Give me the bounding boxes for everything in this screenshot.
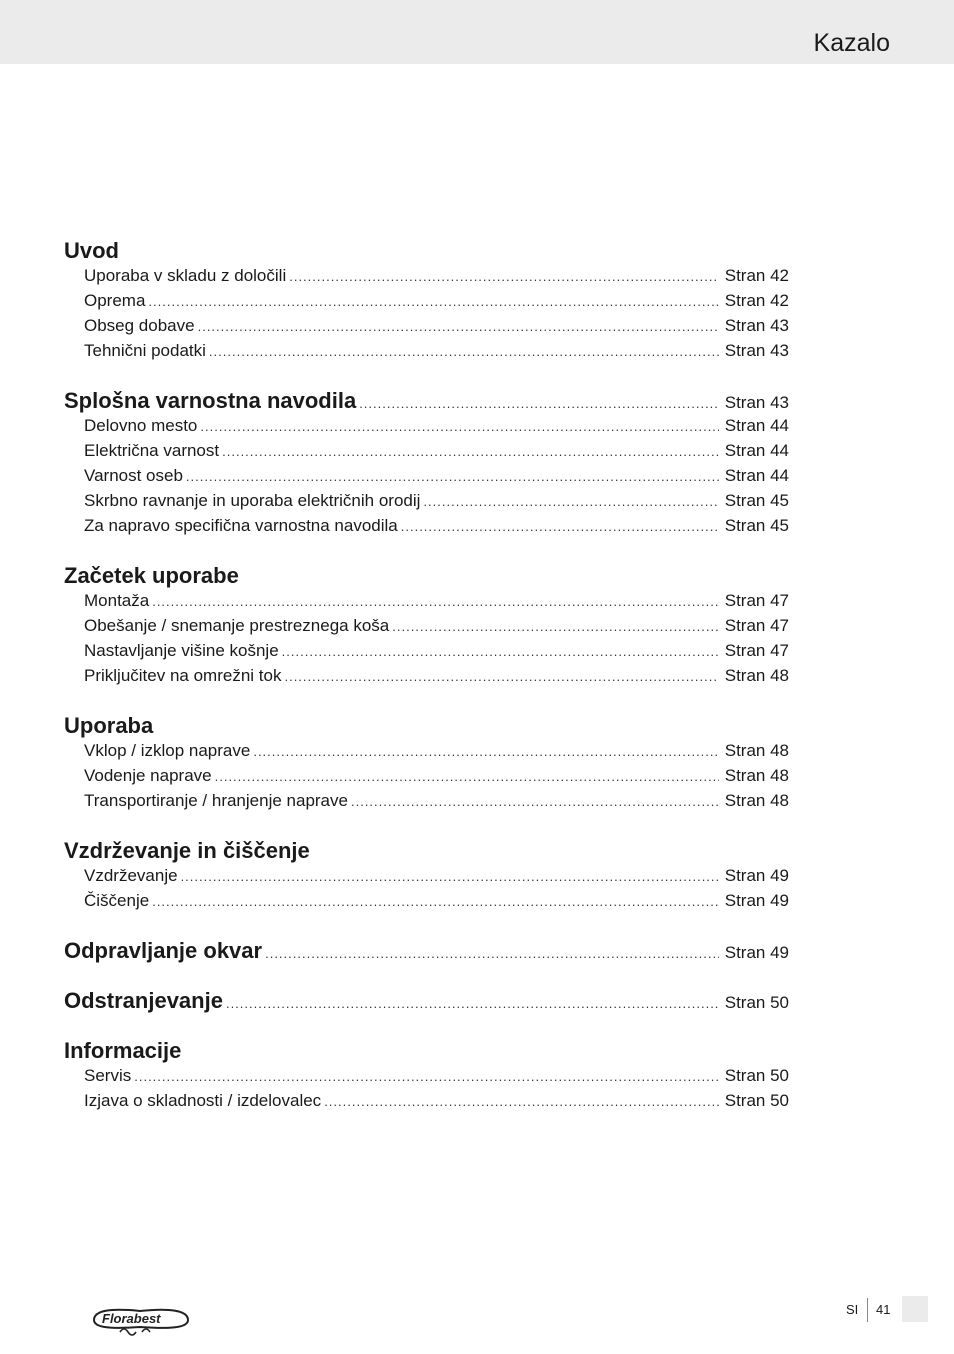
section-title: Odpravljanje okvar — [64, 938, 263, 963]
toc-section-heading[interactable] — [64, 988, 789, 1013]
entry-label: Vodenje naprave — [84, 766, 212, 785]
page-reference: Stran 50 — [724, 993, 789, 1012]
toc-section — [64, 1038, 789, 1113]
page-reference: Stran 50 — [724, 1091, 789, 1110]
entry-label: Obešanje / snemanje prestreznega koša — [84, 616, 390, 635]
page-reference: Stran 49 — [724, 866, 789, 885]
toc-entry[interactable] — [64, 1063, 789, 1088]
toc-entry[interactable] — [64, 638, 789, 663]
page-reference: Stran 44 — [724, 441, 789, 460]
dot-leader — [289, 264, 719, 289]
page-reference: Stran 48 — [724, 741, 789, 760]
page-reference: Stran 44 — [724, 416, 789, 435]
entry-label: Transportiranje / hranjenje naprave — [84, 791, 348, 810]
toc-entry[interactable] — [64, 413, 789, 438]
dot-leader — [148, 289, 718, 314]
toc-section-heading[interactable] — [64, 938, 789, 963]
entry-label: Električna varnost — [84, 441, 220, 460]
dot-leader — [134, 1064, 719, 1089]
toc-entry[interactable] — [64, 888, 789, 913]
section-title: Splošna varnostna navodila — [64, 388, 357, 413]
page-reference: Stran 48 — [724, 766, 789, 785]
section-title: Informacije — [64, 1038, 182, 1063]
page-reference: Stran 50 — [724, 1066, 789, 1085]
entry-label: Uporaba v skladu z določili — [84, 266, 287, 285]
entry-label: Izjava o skladnosti / izdelovalec — [84, 1091, 322, 1110]
toc-section-heading[interactable] — [64, 1038, 789, 1063]
dot-leader — [226, 991, 719, 1016]
entry-label: Varnost oseb — [84, 466, 183, 485]
toc-entry[interactable] — [64, 263, 789, 288]
page-reference: Stran 47 — [724, 641, 789, 660]
footer-tab-marker — [902, 1296, 928, 1322]
toc-section-heading[interactable] — [64, 388, 789, 413]
dot-leader — [152, 589, 719, 614]
toc-entry[interactable] — [64, 288, 789, 313]
section-title: Vzdrževanje in čiščenje — [64, 838, 310, 863]
dot-leader — [265, 941, 719, 966]
toc-entry[interactable] — [64, 763, 789, 788]
toc-entry[interactable] — [64, 488, 789, 513]
page-reference: Stran 49 — [724, 943, 789, 962]
toc-entry[interactable] — [64, 463, 789, 488]
entry-label: Nastavljanje višine košnje — [84, 641, 279, 660]
dot-leader — [200, 414, 718, 439]
dot-leader — [392, 614, 718, 639]
dot-leader — [181, 864, 719, 889]
toc-entry[interactable] — [64, 513, 789, 538]
dot-leader — [209, 339, 719, 364]
language-code: SI — [846, 1302, 859, 1317]
dot-leader — [359, 391, 719, 416]
toc-entry[interactable] — [64, 313, 789, 338]
toc-section — [64, 938, 789, 963]
page-reference: Stran 49 — [724, 891, 789, 910]
toc-section — [64, 238, 789, 363]
entry-label: Oprema — [84, 291, 146, 310]
dot-leader — [198, 314, 719, 339]
entry-label: Montaža — [84, 591, 150, 610]
toc-section-heading[interactable] — [64, 838, 789, 863]
toc-entry[interactable] — [64, 1088, 789, 1113]
dot-leader — [282, 639, 719, 664]
dot-leader — [152, 889, 719, 914]
toc-section — [64, 838, 789, 913]
page-reference: Stran 45 — [724, 516, 789, 535]
dot-leader — [222, 439, 719, 464]
page-reference: Stran 45 — [724, 491, 789, 510]
table-of-contents — [64, 238, 789, 1138]
footer-divider — [867, 1298, 868, 1322]
page-reference: Stran 47 — [724, 591, 789, 610]
entry-label: Čiščenje — [84, 891, 150, 910]
toc-section — [64, 563, 789, 688]
toc-entry[interactable] — [64, 613, 789, 638]
dot-leader — [401, 514, 719, 539]
dot-leader — [215, 764, 719, 789]
page-reference: Stran 44 — [724, 466, 789, 485]
entry-label: Vklop / izklop naprave — [84, 741, 251, 760]
dot-leader — [351, 789, 719, 814]
page-reference: Stran 48 — [724, 666, 789, 685]
header-band — [0, 0, 954, 64]
page-reference: Stran 48 — [724, 791, 789, 810]
toc-entry[interactable] — [64, 338, 789, 363]
entry-label: Priključitev na omrežni tok — [84, 666, 282, 685]
page-reference: Stran 43 — [724, 341, 789, 360]
page-reference: Stran 43 — [724, 393, 789, 412]
dot-leader — [253, 739, 718, 764]
section-title: Uvod — [64, 238, 119, 263]
svg-text:Florabest: Florabest — [102, 1311, 161, 1326]
page-reference: Stran 47 — [724, 616, 789, 635]
page-reference: Stran 43 — [724, 316, 789, 335]
toc-section-heading[interactable] — [64, 713, 789, 738]
toc-section-heading[interactable] — [64, 238, 789, 263]
page-number: 41 — [876, 1302, 891, 1317]
toc-entry[interactable] — [64, 788, 789, 813]
page-reference: Stran 42 — [724, 266, 789, 285]
section-title: Začetek uporabe — [64, 563, 239, 588]
dot-leader — [423, 489, 718, 514]
page-title: Kazalo — [813, 29, 890, 57]
toc-section — [64, 988, 789, 1013]
dot-leader — [324, 1089, 719, 1114]
entry-label: Delovno mesto — [84, 416, 198, 435]
entry-label: Vzdrževanje — [84, 866, 178, 885]
toc-entry[interactable] — [64, 738, 789, 763]
dot-leader — [186, 464, 719, 489]
dot-leader — [284, 664, 718, 689]
page-reference: Stran 42 — [724, 291, 789, 310]
entry-label: Tehnični podatki — [84, 341, 206, 360]
section-title: Uporaba — [64, 713, 154, 738]
toc-section — [64, 713, 789, 813]
florabest-logo — [90, 1302, 192, 1342]
entry-label: Obseg dobave — [84, 316, 195, 335]
toc-entry[interactable] — [64, 863, 789, 888]
entry-label: Skrbno ravnanje in uporaba električnih orodij — [84, 491, 421, 510]
toc-section — [64, 388, 789, 538]
entry-label: Za napravo specifična varnostna navodila — [84, 516, 398, 535]
section-title: Odstranjevanje — [64, 988, 223, 1013]
toc-section-heading[interactable] — [64, 563, 789, 588]
entry-label: Servis — [84, 1066, 132, 1085]
toc-entry[interactable] — [64, 663, 789, 688]
toc-entry[interactable] — [64, 438, 789, 463]
toc-entry[interactable] — [64, 588, 789, 613]
